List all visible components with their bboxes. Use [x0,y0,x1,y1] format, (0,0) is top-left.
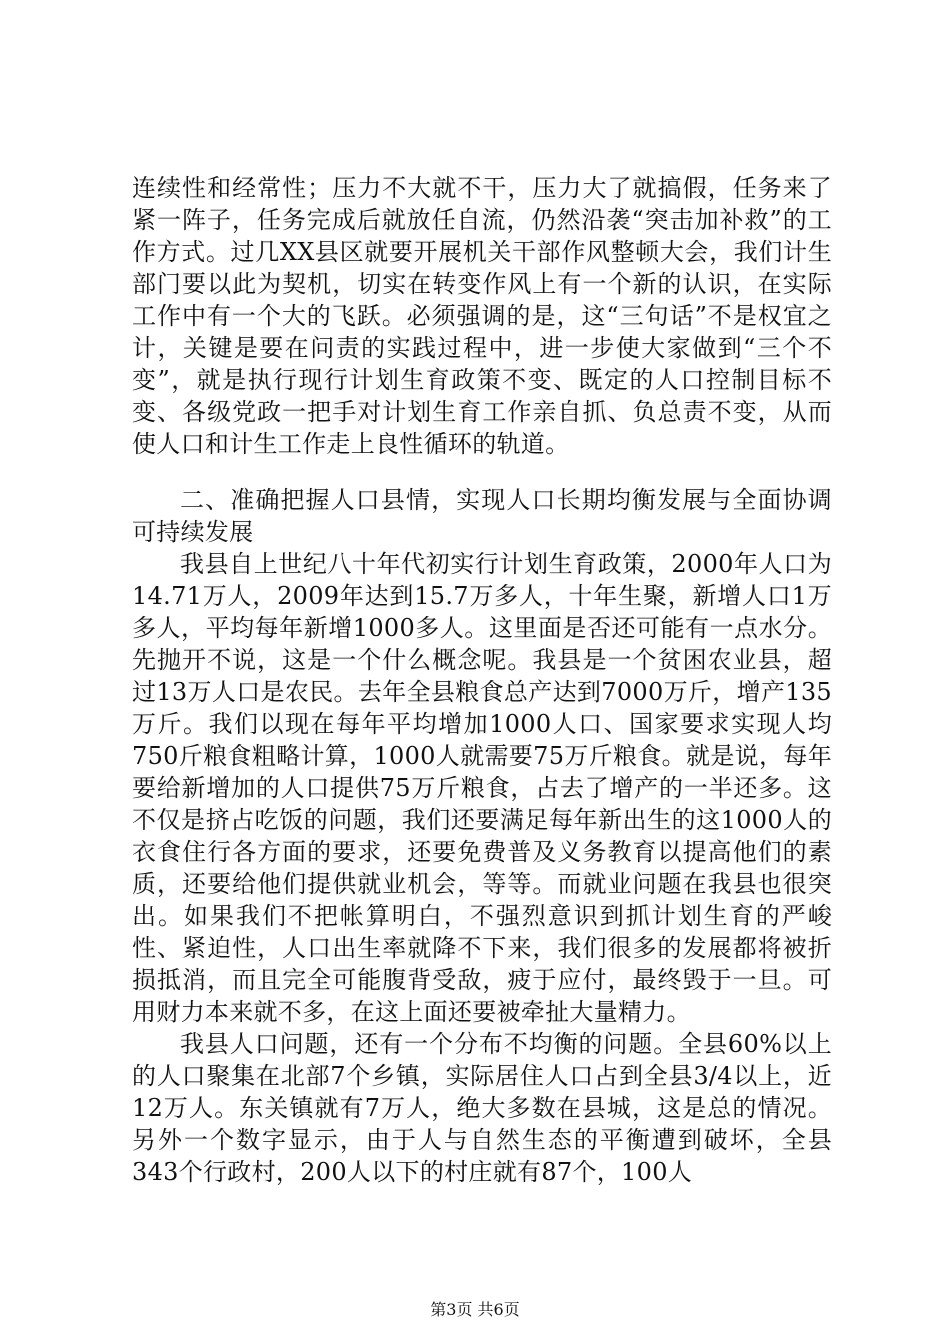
page-footer: 第3页 共6页 [430,1300,520,1319]
paragraph-continuation: 连续性和经常性；压力不大就不干，压力大了就搞假，任务来了紧一阵子，任务完成后就放任自流，仍然沿袭“突击加补救”的工作方式。过几XX县区就要开展机关干部作风整顿大会，我们计生部门要以此为契机，切实在转变作风上有一个新的认识，在实际工作中有一个大的飞跃。必须强调的是，这“三句话”不是权宜之计，关键是要在问责的实践过程中，进一步使大家做到“三个不变”，就是执行现行计划生育政策不变、既定的人口控制目标不变、各级党政一把手对计划生育工作亲自抓、负总责不变，从而使人口和计生工作走上良性循环的轨道。 [132,174,832,458]
body-text-section-2 [132,484,832,1188]
body-text-top [132,172,832,460]
paragraph-population-growth: 我县自上世纪八十年代初实行计划生育政策，2000年人口为14.71万人，2009年达到15.7万多人，十年生聚，新增人口1万多人，平均每年新增1000多人。这里面是否还可能有一点水分。先抛开不说，这是一个什么概念呢。我县是一个贫困农业县，超过13万人口是农民。去年全县粮食总产达到7000万斤，增产135万斤。我们以现在每年平均增加1000人口、国家要求实现人均750斤粮食粗略计算，1000人就需要75万斤粮食。就是说，每年要给新增加的人口提供75万斤粮食，占去了增产的一半还多。这不仅是挤占吃饭的问题，我们还要满足每年新出生的这1000人的衣食住行各方面的要求，还要免费普及义务教育以提高他们的素质，还要给他们提供就业机会，等等。而就业问题在我县也很突出。如果我们不把帐算明白，不强烈意识到抓计划生育的严峻性、紧迫性，人口出生率就降不下来，我们很多的发展都将被折损抵消，而且完全可能腹背受敌，疲于应付，最终毁于一旦。可用财力本来就不多，在这上面还要被牵扯大量精力。 [132,550,832,1026]
section-heading: 二、准确把握人口县情，实现人口长期均衡发展与全面协调可持续发展 [132,486,832,546]
paragraph-population-distribution: 我县人口问题，还有一个分布不均衡的问题。全县60%以上的人口聚集在北部7个乡镇，实际居住人口占到全县3/4以上，近12万人。东关镇就有7万人，绝大多数在县城，这是总的情况。另外一个数字显示，由于人与自然生态的平衡遭到破坏，全县343个行政村，200人以下的村庄就有87个，100人 [132,1030,832,1186]
